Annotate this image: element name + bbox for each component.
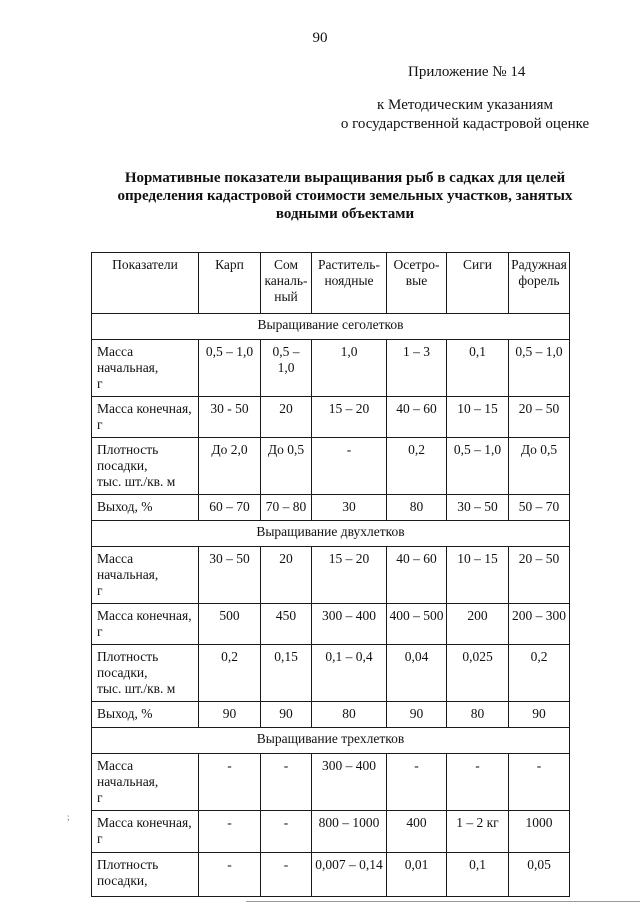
value-cell: 0,05	[509, 853, 570, 897]
row-label	[92, 645, 199, 702]
value-cell: 20	[261, 547, 312, 604]
value-cell: До 0,5	[261, 438, 312, 495]
appendix-label: Приложение № 14	[408, 64, 526, 80]
cell-line: каналь-	[264, 273, 308, 288]
cell-line: Сом	[273, 257, 299, 272]
appendix-ref-line: к Методическим указаниям	[377, 97, 553, 113]
value-cell: 30 – 50	[447, 495, 509, 521]
cell-line: Плотность	[97, 857, 159, 872]
value-cell: 10 – 15	[447, 397, 509, 438]
value-cell: 50 – 70	[509, 495, 570, 521]
value-cell: 80	[312, 702, 387, 728]
cell-line: тыс. шт./кв. м	[97, 681, 176, 696]
value-cell: 0,15	[261, 645, 312, 702]
value-cell: 0,5 – 1,0	[199, 340, 261, 397]
value-cell: 60 – 70	[199, 495, 261, 521]
table-row	[92, 811, 570, 853]
value-cell: 800 – 1000	[312, 811, 387, 853]
cell-line: посадки,	[97, 458, 148, 473]
value-cell: -	[199, 811, 261, 853]
value-cell: -	[312, 438, 387, 495]
value-cell: 1000	[509, 811, 570, 853]
cell-line: форель	[518, 273, 560, 288]
page-number: 90	[312, 30, 328, 46]
value-cell: 0,1	[447, 853, 509, 897]
value-cell: 0,1	[447, 340, 509, 397]
cell-line: вые	[405, 273, 428, 288]
row-label	[92, 397, 199, 438]
value-cell: 500	[199, 604, 261, 645]
value-cell: -	[261, 853, 312, 897]
value-cell: 0,2	[199, 645, 261, 702]
value-cell: 0,007 – 0,14	[312, 853, 387, 897]
title-line: водными объектами	[275, 206, 415, 222]
header-fish-column	[312, 253, 387, 314]
norms-table	[91, 252, 570, 897]
value-cell: 20	[261, 397, 312, 438]
cell-line: посадки,	[97, 665, 148, 680]
value-cell: 10 – 15	[447, 547, 509, 604]
cell-line: Карп	[215, 257, 244, 272]
table-row	[92, 495, 570, 521]
margin-mark: ;	[67, 812, 70, 822]
value-cell: 0,2	[387, 438, 447, 495]
appendix-ref-line: о государственной кадастровой оценке	[340, 116, 590, 132]
value-cell: 0,04	[387, 645, 447, 702]
value-cell: 400	[387, 811, 447, 853]
value-cell: -	[261, 754, 312, 811]
cell-line: Показатели	[112, 257, 178, 272]
cell-line: Плотность	[97, 649, 159, 664]
value-cell: 0,5 – 1,0	[509, 340, 570, 397]
row-label	[92, 853, 199, 897]
section-row	[92, 314, 570, 340]
row-label	[92, 438, 199, 495]
cell-line: Масса начальная,	[97, 344, 159, 375]
value-cell: 0,5 – 1,0	[261, 340, 312, 397]
table-row	[92, 754, 570, 811]
value-cell: 90	[199, 702, 261, 728]
cell-line: Плотность	[97, 442, 159, 457]
header-fish-column	[509, 253, 570, 314]
cell-line: Осетро-	[393, 257, 440, 272]
title-line: Нормативные показатели выращивания рыб в садках для целей	[124, 170, 566, 186]
value-cell: 80	[447, 702, 509, 728]
header-fish-column	[447, 253, 509, 314]
cell-line: г	[97, 831, 103, 846]
cell-line: Сиги	[463, 257, 492, 272]
value-cell: -	[199, 853, 261, 897]
value-cell: 1 – 3	[387, 340, 447, 397]
row-label	[92, 754, 199, 811]
row-label	[92, 495, 199, 521]
cell-line: посадки,	[97, 873, 148, 888]
table-header-row	[92, 253, 570, 314]
value-cell: 0,5 – 1,0	[447, 438, 509, 495]
table-row	[92, 547, 570, 604]
value-cell: -	[199, 754, 261, 811]
value-cell: 0,025	[447, 645, 509, 702]
value-cell: 1,0	[312, 340, 387, 397]
value-cell: 400 – 500	[387, 604, 447, 645]
row-label	[92, 811, 199, 853]
page-bottom-rule	[246, 901, 640, 902]
section-title: Выращивание сеголетков	[92, 314, 570, 340]
value-cell: 15 – 20	[312, 397, 387, 438]
title-line: определения кадастровой стоимости земельных участков, занятых	[117, 188, 573, 204]
cell-line: г	[97, 417, 103, 432]
section-title: Выращивание трехлетков	[92, 728, 570, 754]
appendix-reference	[340, 96, 590, 134]
value-cell: -	[261, 811, 312, 853]
row-label	[92, 604, 199, 645]
section-row	[92, 728, 570, 754]
value-cell: 200	[447, 604, 509, 645]
table-row	[92, 340, 570, 397]
value-cell: -	[447, 754, 509, 811]
value-cell: 90	[387, 702, 447, 728]
table-row	[92, 604, 570, 645]
row-label	[92, 340, 199, 397]
value-cell: 0,01	[387, 853, 447, 897]
table-row	[92, 397, 570, 438]
header-fish-column	[199, 253, 261, 314]
value-cell: 300 – 400	[312, 604, 387, 645]
cell-line: ный	[274, 289, 298, 304]
header-fish-column	[261, 253, 312, 314]
cell-line: тыс. шт./кв. м	[97, 474, 176, 489]
value-cell: 0,1 – 0,4	[312, 645, 387, 702]
cell-line: Радужная	[511, 257, 567, 272]
table-row	[92, 853, 570, 897]
cell-line: г	[97, 790, 103, 805]
value-cell: 20 – 50	[509, 547, 570, 604]
section-title: Выращивание двухлетков	[92, 521, 570, 547]
value-cell: 0,2	[509, 645, 570, 702]
header-indicators	[92, 253, 199, 314]
row-label	[92, 547, 199, 604]
value-cell: -	[387, 754, 447, 811]
value-cell: 90	[509, 702, 570, 728]
value-cell: 450	[261, 604, 312, 645]
header-fish-column	[387, 253, 447, 314]
cell-line: г	[97, 624, 103, 639]
value-cell: 30 – 50	[199, 547, 261, 604]
cell-line: Масса конечная,	[97, 815, 192, 830]
value-cell: -	[509, 754, 570, 811]
value-cell: 90	[261, 702, 312, 728]
section-row	[92, 521, 570, 547]
value-cell: 30	[312, 495, 387, 521]
cell-line: Масса конечная,	[97, 401, 192, 416]
value-cell: 30 - 50	[199, 397, 261, 438]
value-cell: 80	[387, 495, 447, 521]
value-cell: 200 – 300	[509, 604, 570, 645]
value-cell: 15 – 20	[312, 547, 387, 604]
cell-line: Масса начальная,	[97, 758, 159, 789]
table-row	[92, 645, 570, 702]
table-row	[92, 438, 570, 495]
row-label	[92, 702, 199, 728]
cell-line: Масса начальная,	[97, 551, 159, 582]
cell-line: Масса конечная,	[97, 608, 192, 623]
document-title	[95, 169, 595, 223]
cell-line: Выход, %	[97, 499, 153, 514]
cell-line: Раститель-	[318, 257, 380, 272]
value-cell: 70 – 80	[261, 495, 312, 521]
cell-line: г	[97, 376, 103, 391]
value-cell: До 2,0	[199, 438, 261, 495]
cell-line: ноядные	[324, 273, 374, 288]
table-row	[92, 702, 570, 728]
value-cell: 300 – 400	[312, 754, 387, 811]
cell-line: г	[97, 583, 103, 598]
cell-line: Выход, %	[97, 706, 153, 721]
value-cell: 20 – 50	[509, 397, 570, 438]
value-cell: 40 – 60	[387, 547, 447, 604]
value-cell: До 0,5	[509, 438, 570, 495]
value-cell: 1 – 2 кг	[447, 811, 509, 853]
value-cell: 40 – 60	[387, 397, 447, 438]
